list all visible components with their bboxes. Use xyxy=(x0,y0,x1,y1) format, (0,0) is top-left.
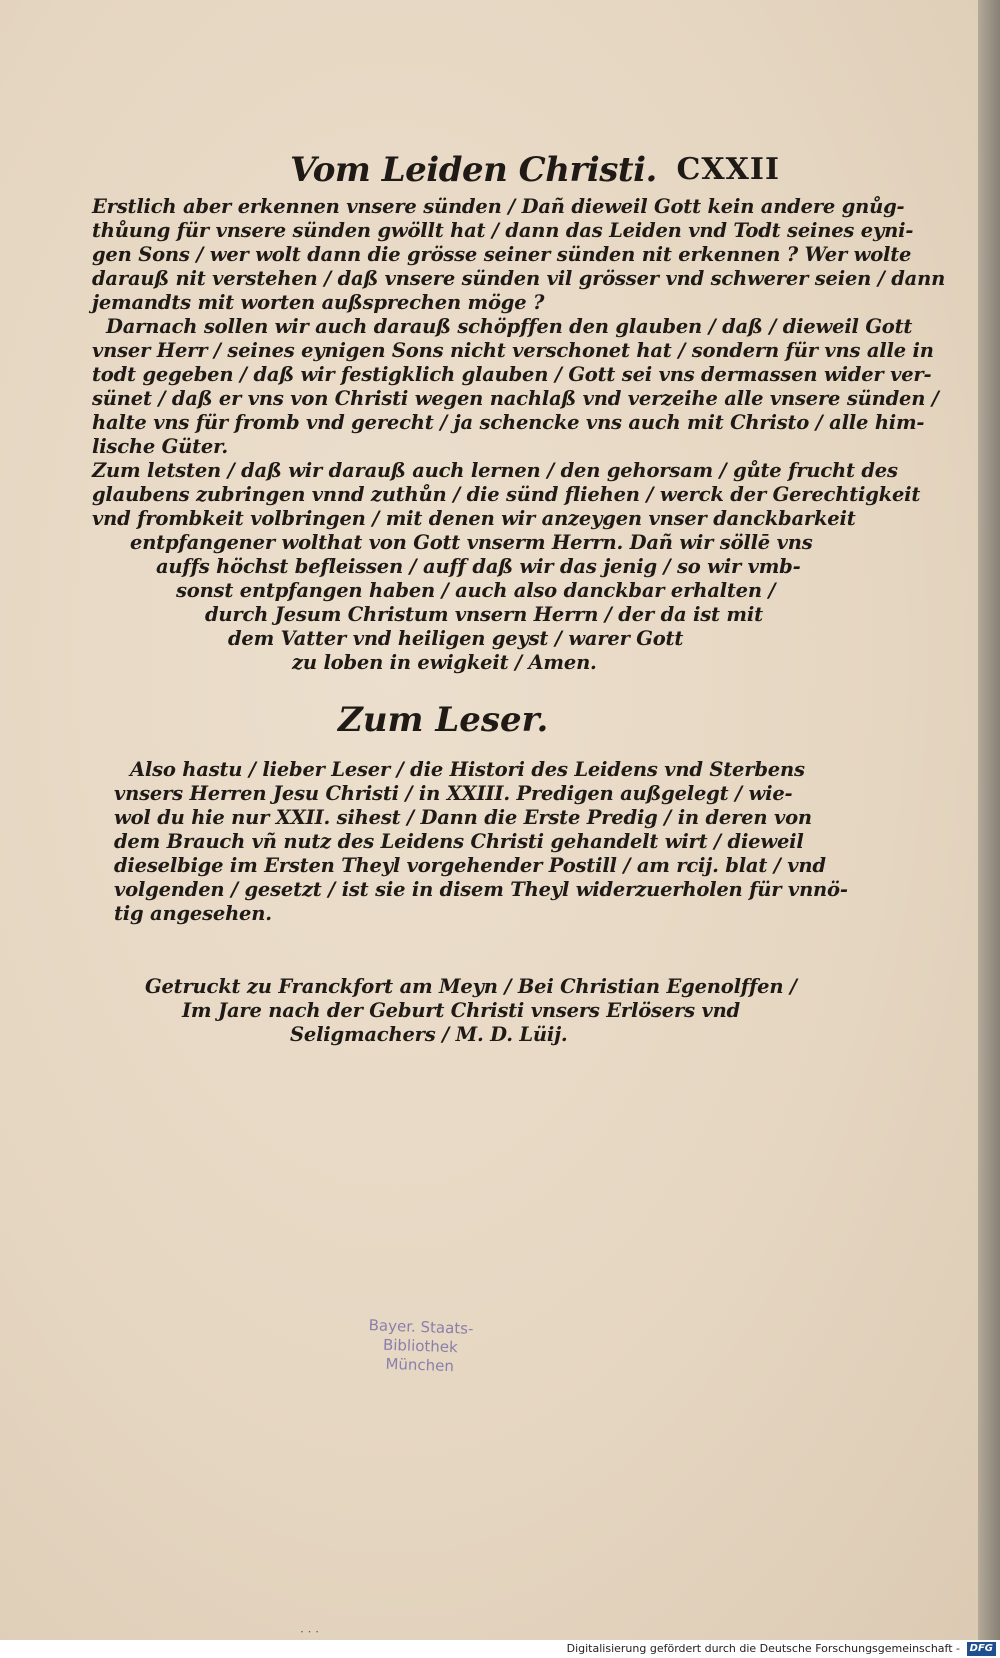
folio-number: CXXII xyxy=(676,152,780,187)
dfg-logo: DFG xyxy=(967,1642,996,1656)
dfg-credit-text: Digitalisierung gefördert durch die Deutsche Forschungsgemeinschaft - xyxy=(566,1642,960,1655)
body-line: thůung für vnsere sünden gwöllt hat / dann das Leiden vnd Todt seines eyni- xyxy=(92,219,914,242)
leser-line: Also hastu / lieber Leser / die Histori des Leidens vnd Sterbens xyxy=(130,758,805,781)
marginal-marks: · · · xyxy=(300,1625,320,1639)
body-line: zu loben in ewigkeit / Amen. xyxy=(292,651,597,674)
leser-line: dieselbige im Ersten Theyl vorgehender Postill / am rcij. blat / vnd xyxy=(114,854,826,877)
body-line: dem Vatter vnd heiligen geyst / warer Gott xyxy=(228,627,684,650)
stamp-line: Bibliothek xyxy=(382,1335,459,1357)
body-line: todt gegeben / daß wir festigklich glauben / Gott sei vns dermassen wider ver- xyxy=(92,363,932,386)
page-edge xyxy=(978,0,1000,1640)
colophon-line: Getruckt zu Franckfort am Meyn / Bei Christian Egenolffen / xyxy=(145,975,797,998)
body-line: sünet / daß er vns von Christi wegen nachlaß vnd verzeihe alle vnsere sünden / xyxy=(92,387,939,410)
body-line: auffs höchst befleissen / auff daß wir das jenig / so wir vmb- xyxy=(156,555,801,578)
body-line: vnd frombkeit volbringen / mit denen wir anzeygen vnser danckbarkeit xyxy=(92,507,856,530)
library-stamp xyxy=(339,1315,502,1399)
body-line: durch Jesum Christum vnsern Herrn / der da ist mit xyxy=(205,603,763,626)
body-line: Darnach sollen wir auch darauß schöpffen den glauben / daß / dieweil Gott xyxy=(106,315,913,338)
body-line: glaubens zubringen vnnd zuthůn / die sünd fliehen / werck der Gerechtigkeit xyxy=(92,483,921,506)
body-line: lische Güter. xyxy=(92,435,228,458)
footer-bar xyxy=(0,1640,1000,1658)
body-line: Zum letsten / daß wir darauß auch lernen / den gehorsam / gůte frucht des xyxy=(92,459,898,482)
body-line: Erstlich aber erkennen vnsere sünden / Dañ dieweil Gott kein andere gnůg- xyxy=(92,195,905,218)
colophon-line: Im Jare nach der Geburt Christi vnsers Erlösers vnd xyxy=(182,999,740,1022)
body-line: sonst entpfangen haben / auch also danckbar erhalten / xyxy=(176,579,776,602)
stamp-line: Bayer. Staats- xyxy=(368,1316,474,1338)
body-line: gen Sons / wer wolt dann die grösse seiner sünden nit erkennen ? Wer wolte xyxy=(92,243,912,266)
running-head xyxy=(290,150,780,194)
body-line: vnser Herr / seines eynigen Sons nicht verschonet hat / sondern für vns alle in xyxy=(92,339,934,362)
leser-line: vnsers Herren Jesu Christi / in XXIII. Predigen außgelegt / wie- xyxy=(114,782,793,805)
leser-line: volgenden / gesetzt / ist sie in disem Theyl widerzuerholen für vnnö- xyxy=(114,878,848,901)
section-heading-zum-leser: Zum Leser. xyxy=(338,700,549,740)
leser-line: wol du hie nur XXII. sihest / Dann die Erste Predig / in deren von xyxy=(114,806,812,829)
body-line: jemandts mit worten außsprechen möge ? xyxy=(92,291,545,314)
body-line: darauß nit verstehen / daß vnsere sünden vil grösser vnd schwerer seien / dann xyxy=(92,267,946,290)
body-line: entpfangener wolthat von Gott vnserm Herrn. Dañ wir söllē vns xyxy=(130,531,813,554)
colophon-line: Seligmachers / M. D. Lüij. xyxy=(290,1023,568,1046)
leser-line: tig angesehen. xyxy=(114,902,272,925)
running-title: Vom Leiden Christi. xyxy=(290,150,657,190)
leser-line: dem Brauch vñ nutz des Leidens Christi gehandelt wirt / dieweil xyxy=(114,830,804,853)
body-line: halte vns für fromb vnd gerecht / ja schencke vns auch mit Christo / alle him- xyxy=(92,411,925,434)
stamp-line: München xyxy=(385,1354,455,1376)
